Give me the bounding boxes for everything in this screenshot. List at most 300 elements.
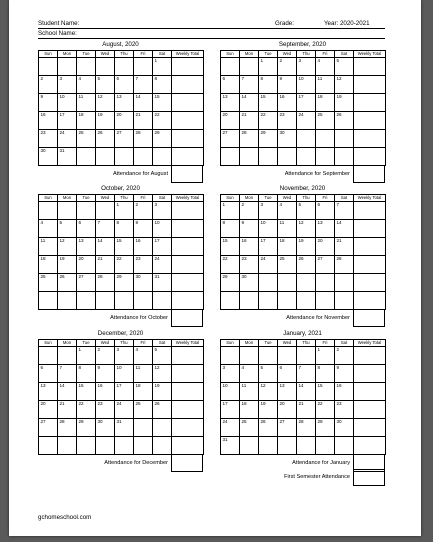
day-cell[interactable]: 10 <box>259 220 278 238</box>
weekly-total-cell[interactable] <box>354 365 386 383</box>
day-cell[interactable]: 20 <box>115 112 134 130</box>
day-cell[interactable]: 9 <box>240 220 259 238</box>
weekly-total-cell[interactable] <box>172 94 204 112</box>
day-cell[interactable]: 15 <box>221 238 240 256</box>
weekly-total-cell[interactable] <box>172 58 204 76</box>
day-cell[interactable] <box>58 437 77 455</box>
day-cell[interactable] <box>335 292 354 310</box>
day-cell[interactable]: 9 <box>134 220 153 238</box>
day-cell[interactable]: 28 <box>134 130 153 148</box>
weekly-total-cell[interactable] <box>172 220 204 238</box>
day-cell[interactable]: 18 <box>134 383 153 401</box>
weekly-total-cell[interactable] <box>172 292 204 310</box>
day-cell[interactable]: 2 <box>39 76 58 94</box>
day-cell[interactable]: 3 <box>259 202 278 220</box>
day-cell[interactable]: 5 <box>58 220 77 238</box>
day-cell[interactable]: 19 <box>58 256 77 274</box>
day-cell[interactable]: 30 <box>278 130 297 148</box>
weekly-total-cell[interactable] <box>354 401 386 419</box>
day-cell[interactable] <box>58 347 77 365</box>
day-cell[interactable]: 11 <box>240 383 259 401</box>
day-cell[interactable]: 10 <box>153 220 172 238</box>
day-cell[interactable] <box>259 274 278 292</box>
day-cell[interactable]: 8 <box>259 76 278 94</box>
day-cell[interactable]: 23 <box>278 112 297 130</box>
day-cell[interactable]: 6 <box>77 220 96 238</box>
day-cell[interactable]: 28 <box>58 419 77 437</box>
day-cell[interactable]: 4 <box>316 58 335 76</box>
day-cell[interactable] <box>153 292 172 310</box>
day-cell[interactable]: 19 <box>335 94 354 112</box>
weekly-total-cell[interactable] <box>354 76 386 94</box>
day-cell[interactable]: 15 <box>115 238 134 256</box>
day-cell[interactable]: 1 <box>316 347 335 365</box>
day-cell[interactable] <box>278 292 297 310</box>
day-cell[interactable]: 11 <box>316 76 335 94</box>
day-cell[interactable]: 21 <box>297 401 316 419</box>
day-cell[interactable]: 14 <box>96 238 115 256</box>
weekly-total-cell[interactable] <box>354 347 386 365</box>
day-cell[interactable]: 25 <box>278 256 297 274</box>
day-cell[interactable]: 12 <box>335 76 354 94</box>
day-cell[interactable]: 16 <box>96 383 115 401</box>
day-cell[interactable] <box>240 58 259 76</box>
day-cell[interactable]: 16 <box>278 94 297 112</box>
day-cell[interactable] <box>96 148 115 166</box>
day-cell[interactable]: 26 <box>153 401 172 419</box>
day-cell[interactable]: 14 <box>297 383 316 401</box>
day-cell[interactable]: 13 <box>77 238 96 256</box>
day-cell[interactable]: 21 <box>134 112 153 130</box>
day-cell[interactable]: 10 <box>221 383 240 401</box>
day-cell[interactable]: 5 <box>153 347 172 365</box>
day-cell[interactable] <box>58 292 77 310</box>
weekly-total-cell[interactable] <box>172 365 204 383</box>
day-cell[interactable] <box>297 347 316 365</box>
week-row <box>39 256 204 274</box>
day-cell[interactable]: 4 <box>240 365 259 383</box>
weekly-total-cell[interactable] <box>172 148 204 166</box>
day-cell[interactable] <box>96 58 115 76</box>
day-cell[interactable]: 8 <box>153 76 172 94</box>
day-cell[interactable] <box>240 347 259 365</box>
day-cell[interactable] <box>278 437 297 455</box>
attendance-box[interactable] <box>171 455 203 472</box>
day-cell[interactable]: 31 <box>115 419 134 437</box>
day-cell[interactable]: 29 <box>77 419 96 437</box>
day-cell[interactable]: 18 <box>39 256 58 274</box>
day-cell[interactable] <box>240 148 259 166</box>
day-cell[interactable]: 2 <box>96 347 115 365</box>
weekly-total-cell[interactable] <box>354 383 386 401</box>
day-cell[interactable]: 7 <box>297 365 316 383</box>
day-cell[interactable]: 17 <box>153 238 172 256</box>
day-cell[interactable]: 10 <box>297 76 316 94</box>
day-cell[interactable] <box>297 148 316 166</box>
day-cell[interactable]: 24 <box>297 112 316 130</box>
day-cell[interactable] <box>278 148 297 166</box>
day-cell[interactable]: 15 <box>77 383 96 401</box>
day-cell[interactable] <box>77 148 96 166</box>
day-cell[interactable]: 29 <box>259 130 278 148</box>
day-cell[interactable]: 6 <box>221 76 240 94</box>
weekly-total-cell[interactable] <box>172 112 204 130</box>
day-cell[interactable]: 26 <box>96 130 115 148</box>
day-cell[interactable]: 10 <box>115 365 134 383</box>
day-cell[interactable]: 25 <box>39 274 58 292</box>
weekly-total-cell[interactable] <box>172 383 204 401</box>
attendance-box[interactable] <box>171 310 203 327</box>
day-cell[interactable] <box>297 292 316 310</box>
day-cell[interactable]: 14 <box>58 383 77 401</box>
day-cell[interactable] <box>77 437 96 455</box>
weekly-total-cell[interactable] <box>172 419 204 437</box>
weekly-total-cell[interactable] <box>172 256 204 274</box>
day-cell[interactable]: 14 <box>240 94 259 112</box>
day-cell[interactable]: 11 <box>278 220 297 238</box>
day-cell[interactable]: 19 <box>153 383 172 401</box>
day-cell[interactable]: 17 <box>58 112 77 130</box>
day-cell[interactable]: 1 <box>259 58 278 76</box>
day-cell[interactable]: 9 <box>278 76 297 94</box>
day-cell[interactable]: 12 <box>96 94 115 112</box>
day-cell[interactable]: 16 <box>240 238 259 256</box>
day-cell[interactable] <box>115 148 134 166</box>
day-cell[interactable] <box>134 419 153 437</box>
day-cell[interactable]: 7 <box>134 76 153 94</box>
day-cell[interactable]: 27 <box>39 419 58 437</box>
day-cell[interactable]: 17 <box>297 94 316 112</box>
day-cell[interactable]: 11 <box>77 94 96 112</box>
day-cell[interactable]: 3 <box>58 76 77 94</box>
day-cell[interactable]: 25 <box>134 401 153 419</box>
day-cell[interactable]: 28 <box>96 274 115 292</box>
day-cell[interactable]: 27 <box>115 130 134 148</box>
day-cell[interactable] <box>240 437 259 455</box>
attendance-box[interactable] <box>353 166 385 183</box>
day-cell[interactable]: 16 <box>39 112 58 130</box>
day-cell[interactable]: 26 <box>259 419 278 437</box>
day-cell[interactable] <box>221 347 240 365</box>
day-cell[interactable] <box>115 292 134 310</box>
day-cell[interactable]: 15 <box>316 383 335 401</box>
semester-attendance-box[interactable] <box>353 469 385 486</box>
day-cell[interactable]: 23 <box>240 256 259 274</box>
weekly-total-cell[interactable] <box>354 274 386 292</box>
day-cell[interactable]: 7 <box>96 220 115 238</box>
day-cell[interactable]: 21 <box>58 401 77 419</box>
day-cell[interactable] <box>134 437 153 455</box>
day-cell[interactable] <box>153 419 172 437</box>
weekly-total-cell[interactable] <box>354 58 386 76</box>
weekly-total-cell[interactable] <box>172 76 204 94</box>
day-cell[interactable]: 31 <box>221 437 240 455</box>
day-cell[interactable]: 2 <box>335 347 354 365</box>
weekly-total-cell[interactable] <box>354 292 386 310</box>
day-cell[interactable]: 18 <box>77 112 96 130</box>
day-cell[interactable]: 1 <box>115 202 134 220</box>
day-cell[interactable]: 18 <box>240 401 259 419</box>
day-cell[interactable] <box>58 202 77 220</box>
day-cell[interactable]: 13 <box>278 383 297 401</box>
day-cell[interactable] <box>77 58 96 76</box>
day-cell[interactable]: 25 <box>77 130 96 148</box>
day-cell[interactable] <box>96 292 115 310</box>
weekly-total-cell[interactable] <box>354 202 386 220</box>
day-cell[interactable]: 12 <box>259 383 278 401</box>
day-cell[interactable] <box>278 274 297 292</box>
weekly-total-cell[interactable] <box>354 130 386 148</box>
day-cell[interactable]: 20 <box>77 256 96 274</box>
weekly-total-cell[interactable] <box>354 148 386 166</box>
day-cell[interactable] <box>221 58 240 76</box>
day-cell[interactable]: 31 <box>58 148 77 166</box>
day-cell[interactable]: 9 <box>335 365 354 383</box>
day-cell[interactable]: 18 <box>316 94 335 112</box>
month-calendar <box>220 185 385 327</box>
day-cell[interactable]: 26 <box>297 256 316 274</box>
day-cell[interactable] <box>335 274 354 292</box>
day-cell[interactable]: 29 <box>221 274 240 292</box>
day-cell[interactable] <box>278 347 297 365</box>
day-cell[interactable]: 3 <box>115 347 134 365</box>
day-cell[interactable]: 4 <box>77 76 96 94</box>
day-cell[interactable]: 11 <box>39 238 58 256</box>
day-cell[interactable]: 14 <box>134 94 153 112</box>
day-cell[interactable]: 4 <box>134 347 153 365</box>
day-cell[interactable]: 12 <box>297 220 316 238</box>
day-cell[interactable]: 3 <box>297 58 316 76</box>
day-cell[interactable]: 22 <box>221 256 240 274</box>
day-cell[interactable]: 13 <box>115 94 134 112</box>
day-cell[interactable]: 24 <box>58 130 77 148</box>
day-cell[interactable]: 22 <box>153 112 172 130</box>
day-cell[interactable]: 5 <box>259 365 278 383</box>
day-cell[interactable] <box>39 202 58 220</box>
weekday-header: Wed <box>96 340 115 347</box>
day-cell[interactable] <box>96 202 115 220</box>
day-cell[interactable] <box>221 148 240 166</box>
day-cell[interactable]: 23 <box>134 256 153 274</box>
day-cell[interactable]: 22 <box>316 401 335 419</box>
day-cell[interactable] <box>259 347 278 365</box>
day-cell[interactable]: 13 <box>39 383 58 401</box>
day-cell[interactable]: 13 <box>316 220 335 238</box>
weekly-total-cell[interactable] <box>354 437 386 455</box>
day-cell[interactable]: 28 <box>240 130 259 148</box>
day-cell[interactable]: 1 <box>221 202 240 220</box>
day-cell[interactable]: 29 <box>316 419 335 437</box>
weekly-total-cell[interactable] <box>172 202 204 220</box>
day-cell[interactable]: 24 <box>153 256 172 274</box>
day-cell[interactable]: 27 <box>221 130 240 148</box>
day-cell[interactable]: 7 <box>335 202 354 220</box>
day-cell[interactable]: 21 <box>96 256 115 274</box>
day-cell[interactable]: 20 <box>221 112 240 130</box>
day-cell[interactable]: 6 <box>316 202 335 220</box>
day-cell[interactable]: 4 <box>278 202 297 220</box>
day-cell[interactable]: 21 <box>335 238 354 256</box>
day-cell[interactable]: 11 <box>134 365 153 383</box>
day-cell[interactable]: 19 <box>96 112 115 130</box>
weekly-total-cell[interactable] <box>172 401 204 419</box>
day-cell[interactable]: 15 <box>259 94 278 112</box>
day-cell[interactable]: 30 <box>335 419 354 437</box>
weekly-total-cell[interactable] <box>354 220 386 238</box>
day-cell[interactable] <box>77 202 96 220</box>
day-cell[interactable]: 23 <box>39 130 58 148</box>
day-cell[interactable] <box>335 437 354 455</box>
day-cell[interactable] <box>297 274 316 292</box>
day-cell[interactable]: 30 <box>39 148 58 166</box>
weekly-total-cell[interactable] <box>172 238 204 256</box>
day-cell[interactable]: 20 <box>39 401 58 419</box>
day-cell[interactable] <box>134 148 153 166</box>
day-cell[interactable] <box>316 292 335 310</box>
day-cell[interactable]: 22 <box>77 401 96 419</box>
day-cell[interactable] <box>259 437 278 455</box>
weekly-total-cell[interactable] <box>172 130 204 148</box>
day-cell[interactable] <box>115 437 134 455</box>
day-cell[interactable]: 28 <box>297 419 316 437</box>
day-cell[interactable]: 18 <box>278 238 297 256</box>
day-cell[interactable] <box>316 130 335 148</box>
day-cell[interactable]: 29 <box>153 130 172 148</box>
day-cell[interactable] <box>96 437 115 455</box>
day-cell[interactable]: 27 <box>77 274 96 292</box>
day-cell[interactable]: 24 <box>115 401 134 419</box>
day-cell[interactable]: 23 <box>335 401 354 419</box>
day-cell[interactable] <box>221 292 240 310</box>
day-cell[interactable]: 17 <box>221 401 240 419</box>
day-cell[interactable]: 28 <box>335 256 354 274</box>
day-cell[interactable]: 5 <box>297 202 316 220</box>
day-cell[interactable]: 8 <box>316 365 335 383</box>
day-cell[interactable]: 5 <box>96 76 115 94</box>
day-cell[interactable] <box>58 58 77 76</box>
day-cell[interactable]: 24 <box>259 256 278 274</box>
day-cell[interactable]: 1 <box>77 347 96 365</box>
day-cell[interactable]: 21 <box>240 112 259 130</box>
day-cell[interactable]: 6 <box>39 365 58 383</box>
day-cell[interactable] <box>115 58 134 76</box>
day-cell[interactable] <box>153 148 172 166</box>
day-cell[interactable]: 31 <box>153 274 172 292</box>
day-cell[interactable]: 16 <box>335 383 354 401</box>
day-cell[interactable] <box>77 292 96 310</box>
weekly-total-cell[interactable] <box>354 419 386 437</box>
day-cell[interactable]: 22 <box>259 112 278 130</box>
day-cell[interactable]: 8 <box>115 220 134 238</box>
day-cell[interactable]: 2 <box>240 202 259 220</box>
day-cell[interactable]: 30 <box>96 419 115 437</box>
day-cell[interactable]: 12 <box>153 365 172 383</box>
weekly-total-cell[interactable] <box>354 256 386 274</box>
day-cell[interactable]: 4 <box>39 220 58 238</box>
day-cell[interactable]: 20 <box>316 238 335 256</box>
day-cell[interactable]: 2 <box>278 58 297 76</box>
day-cell[interactable]: 17 <box>259 238 278 256</box>
day-cell[interactable]: 6 <box>278 365 297 383</box>
day-cell[interactable]: 9 <box>96 365 115 383</box>
day-cell[interactable]: 19 <box>259 401 278 419</box>
day-cell[interactable] <box>134 58 153 76</box>
day-cell[interactable]: 23 <box>96 401 115 419</box>
weekly-total-cell[interactable] <box>172 274 204 292</box>
weekly-total-cell[interactable] <box>354 112 386 130</box>
day-cell[interactable] <box>316 148 335 166</box>
day-cell[interactable] <box>39 292 58 310</box>
day-cell[interactable]: 6 <box>115 76 134 94</box>
day-cell[interactable]: 25 <box>240 419 259 437</box>
day-cell[interactable]: 27 <box>278 419 297 437</box>
day-cell[interactable] <box>153 437 172 455</box>
day-cell[interactable]: 15 <box>153 94 172 112</box>
attendance-box[interactable] <box>353 310 385 327</box>
day-cell[interactable] <box>39 347 58 365</box>
day-cell[interactable]: 22 <box>115 256 134 274</box>
day-cell[interactable]: 19 <box>297 238 316 256</box>
day-cell[interactable]: 29 <box>115 274 134 292</box>
day-cell[interactable]: 27 <box>316 256 335 274</box>
day-cell[interactable] <box>39 58 58 76</box>
day-cell[interactable]: 8 <box>221 220 240 238</box>
day-cell[interactable] <box>259 148 278 166</box>
weekly-total-cell[interactable] <box>172 347 204 365</box>
day-cell[interactable]: 30 <box>134 274 153 292</box>
day-cell[interactable] <box>297 130 316 148</box>
day-cell[interactable]: 16 <box>134 238 153 256</box>
weekly-total-cell[interactable] <box>354 94 386 112</box>
day-cell[interactable]: 30 <box>240 274 259 292</box>
weekday-header: Sat <box>153 51 172 58</box>
week-row <box>221 274 386 292</box>
day-cell[interactable] <box>240 292 259 310</box>
day-cell[interactable]: 24 <box>221 419 240 437</box>
day-cell[interactable]: 2 <box>134 202 153 220</box>
day-cell[interactable]: 26 <box>335 112 354 130</box>
weekly-total-cell[interactable] <box>172 437 204 455</box>
day-cell[interactable]: 12 <box>58 238 77 256</box>
day-cell[interactable] <box>39 437 58 455</box>
day-cell[interactable]: 17 <box>115 383 134 401</box>
day-cell[interactable]: 5 <box>335 58 354 76</box>
day-cell[interactable]: 8 <box>77 365 96 383</box>
day-cell[interactable]: 9 <box>39 94 58 112</box>
day-cell[interactable] <box>134 292 153 310</box>
day-cell[interactable]: 14 <box>335 220 354 238</box>
day-cell[interactable] <box>335 148 354 166</box>
day-cell[interactable]: 3 <box>221 365 240 383</box>
weekday-header: Thu <box>115 51 134 58</box>
day-cell[interactable]: 7 <box>58 365 77 383</box>
day-cell[interactable]: 3 <box>153 202 172 220</box>
day-cell[interactable]: 13 <box>221 94 240 112</box>
day-cell[interactable] <box>316 274 335 292</box>
day-cell[interactable]: 26 <box>58 274 77 292</box>
attendance-box[interactable] <box>171 166 203 183</box>
day-cell[interactable] <box>297 437 316 455</box>
day-cell[interactable]: 1 <box>153 58 172 76</box>
day-cell[interactable]: 20 <box>278 401 297 419</box>
weekly-total-cell[interactable] <box>354 238 386 256</box>
day-cell[interactable] <box>259 292 278 310</box>
day-cell[interactable]: 7 <box>240 76 259 94</box>
day-cell[interactable] <box>335 130 354 148</box>
day-cell[interactable]: 10 <box>58 94 77 112</box>
day-cell[interactable] <box>316 437 335 455</box>
day-cell[interactable]: 25 <box>316 112 335 130</box>
